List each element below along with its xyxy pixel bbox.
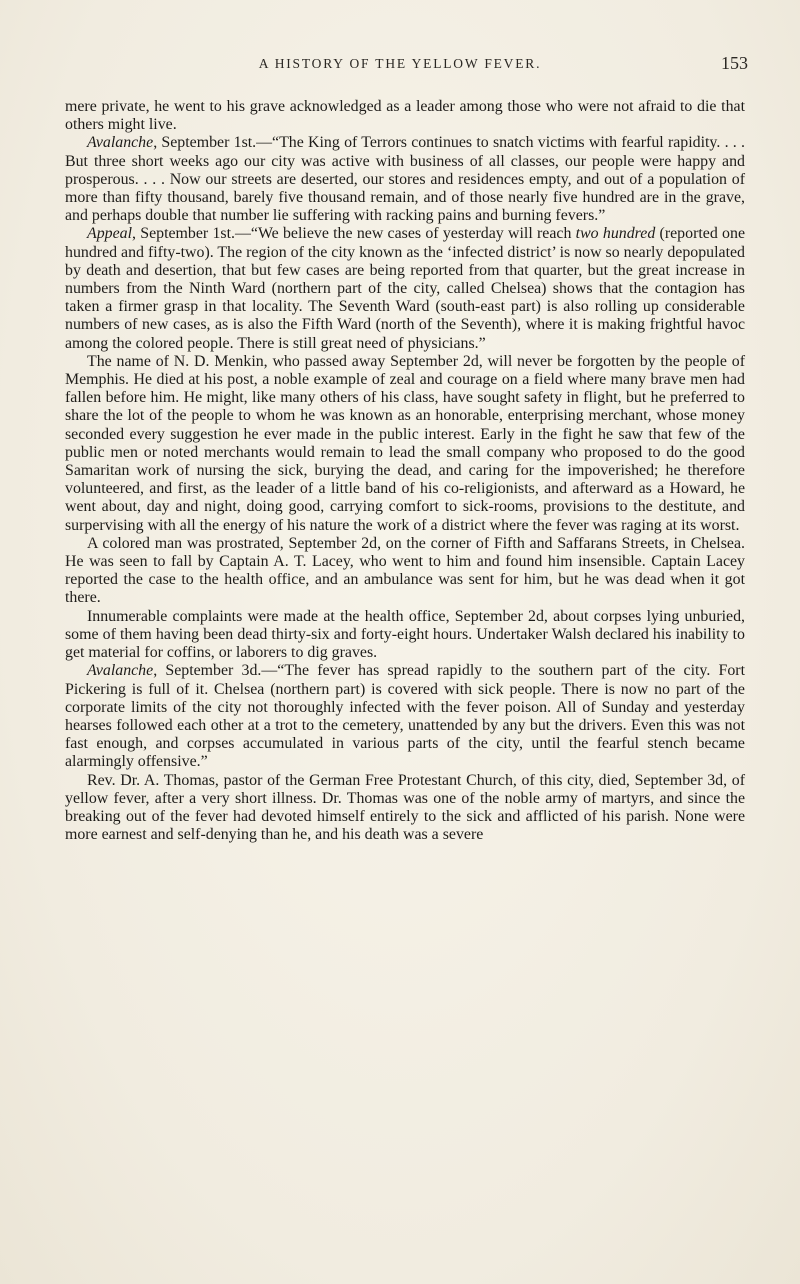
paragraph	[65, 353, 745, 535]
paragraph	[65, 225, 745, 352]
newspaper-name: Avalanche	[87, 662, 154, 680]
newspaper-name: Appeal	[87, 225, 133, 243]
emphasis-text: two hundred	[575, 225, 656, 243]
paragraph	[65, 608, 745, 663]
paragraph-text: mere private, he went to his grave acknowledged as a leader among those who were not afraid to die that others might live.	[65, 98, 745, 134]
body-text	[65, 98, 745, 844]
paragraph	[65, 535, 745, 608]
paragraph-text: (reported one hundred and fifty-two). The region of the city known as the ‘infected district’ is now so nearly depopulated by death and desertion, that but few cases are being reported from that quarter, but the great increase in numbers from the Ninth Ward (northern part of the city, called Chelsea) shows that the contagion has taken a firmer grasp in that locality. The Seventh Ward (south-east part) is also rolling up considerable numbers of new cases, as is also the Fifth Ward (north of the Seventh), where it is making frightful havoc among the colored people. There is still great need of physicians.”	[65, 225, 745, 352]
paragraph-text: , September 1st.—“The King of Terrors continues to snatch victims with fearful rapidity. . . . But three short weeks ago our city was active with business of all classes, our people were happy and prosperous. . . . Now our streets are deserted, our stores and residences empty, and out of a population of more than fifty thousand, barely five thousand remain, and of those nearly five hundred are in the grave, and perhaps double that number lie suffering with racking pains and burning fevers.”	[65, 134, 745, 225]
paragraph-text: Innumerable complaints were made at the health office, September 2d, about corpses lying unburied, some of them having been dead thirty-six and forty-eight hours. Undertaker Walsh declared his inability to get material for coffins, or laborers to dig graves.	[65, 607, 745, 662]
paragraph-text: , September 3d.—“The fever has spread rapidly to the southern part of the city. Fort Pickering is full of it. Chelsea (northern part) is covered with sick people. There is now no part of the corporate limits of the city not thoroughly infected with the fever poison. All of Sunday and yesterday hearses followed each other at a trot to the cemetery, unattended by any but the drivers. Even this was not fast enough, and corpses accumulated in various parts of the city, until the fearful stench became alarmingly offensive.”	[65, 662, 745, 771]
paragraph-text: A colored man was prostrated, September 2d, on the corner of Fifth and Saffarans Streets, in Chelsea. He was seen to fall by Captain A. T. Lacey, who went to him and found him insensible. Captain Lacey reported the case to the health office, and an ambulance was sent for him, but he was dead when it got there.	[65, 534, 745, 607]
running-title: A HISTORY OF THE YELLOW FEVER.	[258, 56, 542, 71]
page-number: 153	[721, 53, 748, 73]
paragraph-text: The name of N. D. Menkin, who passed away September 2d, will never be forgotten by the people of Memphis. He died at his post, a noble example of zeal and courage on a field where many brave men had fallen before him. He might, like many others of his class, have sought safety in flight, but he preferred to share the lot of the people to whom he was known as an honorable, enterprising merchant, whose money seconded every suggestion he ever made in the public interest. Early in the fight he saw that few of the public men or noted merchants would remain to lead the small company who proposed to do the good Samaritan work of nursing the sick, burying the dead, and caring for the impoverished; he therefore volunteered, and first, as the leader of a little band of his co-religionists, and afterward as a Howard, he went about, day and night, doing good, carrying comfort to sick-rooms, provisions to the destitute, and surpervising with all the energy of his nature the work of a district where the fever was raging at its worst.	[65, 352, 745, 534]
paragraph	[65, 98, 745, 134]
paragraph-text: , September 1st.—“We believe the new cases of yesterday will reach	[132, 225, 576, 243]
paragraph	[65, 662, 745, 771]
paragraph-text: Rev. Dr. A. Thomas, pastor of the German Free Protestant Church, of this city, died, September 3d, of yellow fever, after a very short illness. Dr. Thomas was one of the noble army of martyrs, and since the breaking out of the fever had devoted himself entirely to the sick and afflicted of his parish. None were more earnest and self-denying than he, and his death was a severe	[65, 771, 745, 844]
paragraph	[65, 134, 745, 225]
paragraph	[65, 772, 745, 845]
running-head	[0, 53, 800, 78]
newspaper-name: Avalanche	[87, 134, 154, 152]
